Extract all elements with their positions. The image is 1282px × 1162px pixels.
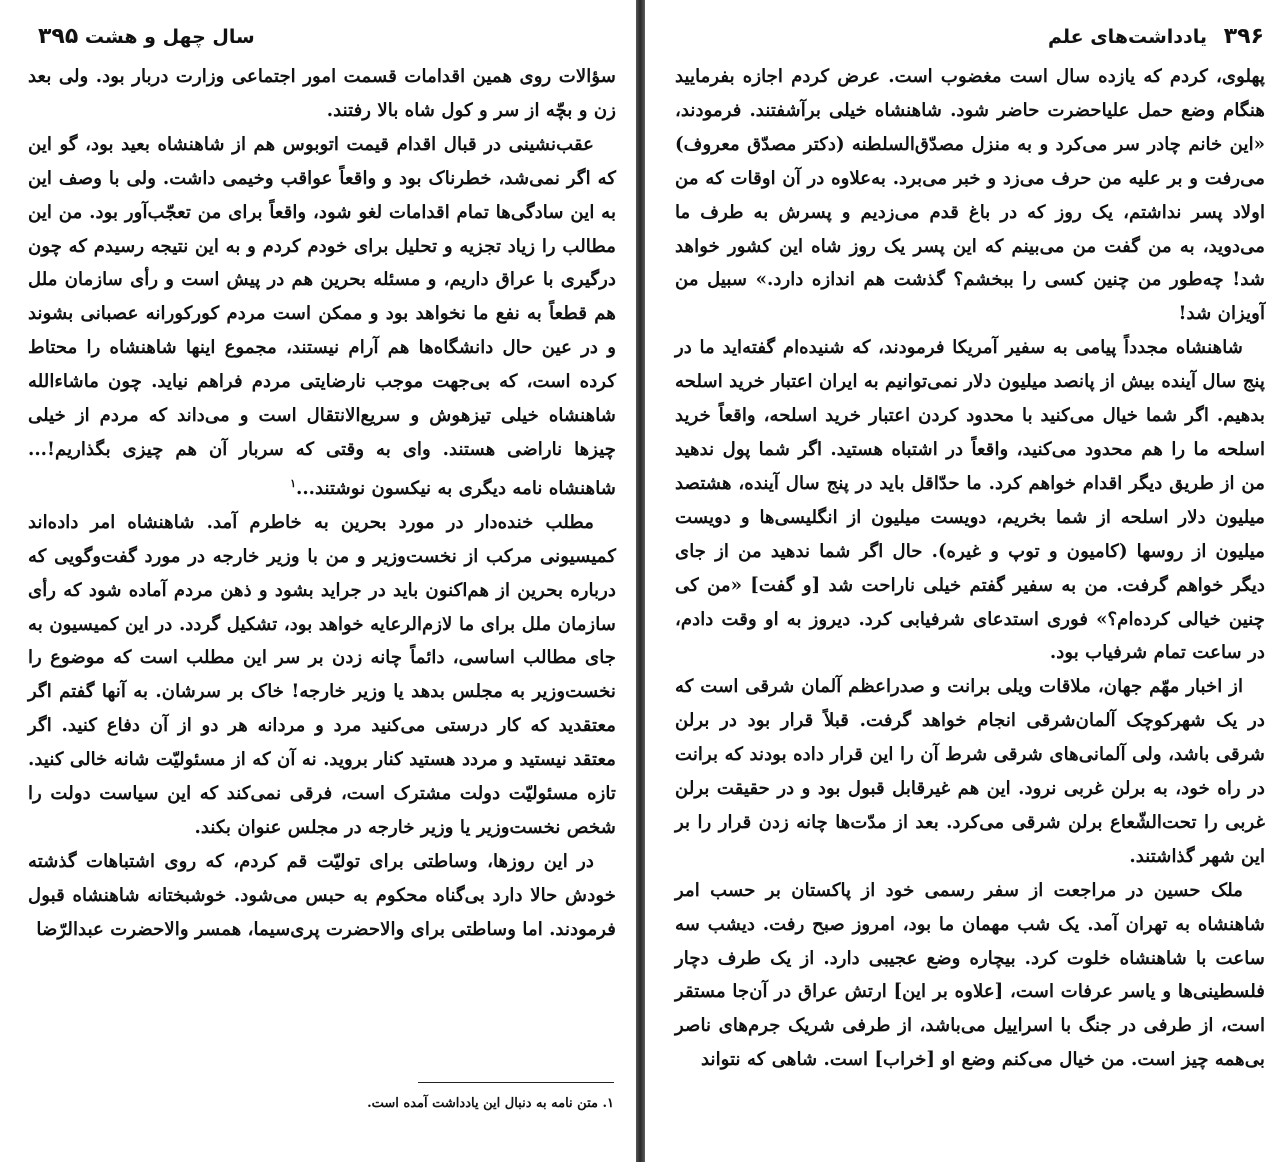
paragraph: سؤالات روی همین اقدامات قسمت امور اجتماعی وزارت دربار بود. ولی بعد زن و بچّه از سر و کول شاه بالا رفتند.	[28, 66, 616, 121]
right-page	[645, 0, 1282, 1162]
paragraph: ملک حسین در مراجعت از سفر رسمی خود از پاکستان بر حسب امر شاهنشاه به تهران آمد. یک شب مهمان ما بود، امروز صبح رفت. دیشب سه ساعت با شاهنشاه خلوت کرد. بیچاره وضع عجیبی دارد. از یک طرف دچار فلسطینی‌ها و یاسر عرفات است، [علاوه بر این] ارتش عراق در آن‌جا مستقر است، از طرفی در جنگ با اسراییل می‌باشد، از طرفی شریک جرم‌های ناصر بی‌همه چیز است. من خیال می‌کنم وضع او [خراب] است. شاهی که نتواند	[675, 879, 1265, 1071]
paragraph: پهلوی، کردم که یازده سال است مغضوب است. عرض کردم اجازه بفرمایید هنگام وضع حمل علیاحضرت حاضر شود. شاهنشاه خیلی برآشفتند. فرمودند، «این خانم چادر سر می‌کرد و به منزل مصدّق‌السلطنه (دکتر مصدّق معروف) می‌رفت و بر علیه من حرف می‌زد و خبر می‌برد. به‌علاوه در آن اوقات که من اولاد پسر نداشتم، یک روز که در باغ قدم می‌زدیم و پسرش به طرف ما می‌دوید، به من گفت من می‌بینم که این پسر یک روز شاه این کشور خواهد شد! چه‌طور من چنین کسی را ببخشم؟ گذشت هم اندازه دارد.» سبیل من آویزان شد!	[675, 66, 1265, 325]
paragraph: از اخبار مهّم جهان، ملاقات ویلی برانت و صدراعظم آلمان شرقی است که در یک شهرکوچک آلمان‌شرقی انجام خواهد گرفت. قبلاً قرار بود در برلن شرقی باشد، ولی آلمانی‌های شرقی شرط آن را این قرار داده بودند که برانت در راه خود، به برلن غربی نرود. این هم غیرقابل قبول بود و در حقیقت برلن غربی را تحت‌الشّعاع برلن شرقی می‌کرد. بعد از مدّت‌ها چانه زدن قرار را بر این شهر گذاشتند.	[675, 676, 1265, 867]
left-page-number: ۳۹۵	[38, 24, 79, 49]
left-page-header	[28, 24, 255, 49]
left-page-title: سال چهل و هشت	[84, 26, 255, 48]
paragraph: مطلب خنده‌دار در مورد بحرین به خاطرم آمد. شاهنشاه امر داده‌اند کمیسیونی مرکب از نخست‌وزیر و من با وزیر خارجه در مورد گفت‌وگویی که درباره بحرین از هم‌اکنون باید در جراید بشود و ذهن مردم آماده شود که رأی سازمان ملل برای ما لازم‌الرعایه خواهد بود، تشکیل گردد. در این کمیسیون به جای مطالب اساسی، دائماً چانه زدن بر سر این مطلب است که موضوع را نخست‌وزیر به مجلس بدهد یا وزیر خارجه! خاک بر سرشان. به آنها گفتم اگر معتقدید که کار درستی می‌کنید مرد و مردانه هر دو از آن دفاع کنید. اگر معتقد نیستید و مردد هستید کنار بروید. نه آن که از مسئولیّت شانه خالی کنید. تازه مسئولیّت دولت مشترک است، فرقی نمی‌کند که این سیاست دولت را شخص نخست‌وزیر یا وزیر خارجه در مجلس عنوان بکند.	[28, 511, 616, 838]
right-page-body	[675, 60, 1265, 1077]
paragraph: عقب‌نشینی در قبال اقدام قیمت اتوبوس هم از شاهنشاه بعید بود، گو این که اگر نمی‌شد، خطرناک بود و واقعاً عواقب وخیمی داشت. ولی با وصف این به این سادگی‌ها تمام اقدامات لغو شود، واقعاً برای من تعجّب‌آور بود. من این مطالب را زیاد تجزیه و تحلیل برای خودم کردم و به این نتیجه رسیدم که چون درگیری با عراق داریم، و مسئله بحرین هم در پیش است و رأی سازمان ملل هم قطعاً به نفع ما نخواهد بود و ممکن است مردم کورکورانه عصبانی بشوند و در عین حال دانشگاه‌ها هم آرام نیستند، مجموع اینها شاهنشاه را محتاط کرده است، که بی‌جهت موجب نارضایتی مردم فراهم نیاید. چون ماشاءالله شاهنشاه خیلی تیزهوش و سریع‌الانتقال است و می‌داند که مردم از خیلی چیزها ناراضی هستند. وای به وقتی که سربار آن هم چیزی بگذاریم!... شاهنشاه نامه دیگری به نیکسون نوشتند...	[28, 133, 616, 499]
paragraph-with-footnote	[28, 128, 616, 506]
paragraph: در این روزها، وساطتی برای تولیّت قم کردم، که روی اشتباهات گذشته خودش حالا دارد بی‌گناه محکوم به حبس می‌شود. خوشبختانه شاهنشاه قبول فرمودند. اما وساطتی برای والاحضرت پری‌سیما، همسر والاحضرت عبدالرّضا	[28, 850, 616, 940]
footnote: ۱. متن نامه به دنبال این یادداشت آمده است.	[367, 1096, 614, 1111]
right-page-header	[1048, 24, 1264, 49]
right-page-number: ۳۹۶	[1223, 24, 1264, 49]
left-page	[0, 0, 637, 1162]
footnote-marker: ۱	[290, 476, 296, 490]
footnote-divider	[418, 1082, 614, 1083]
left-page-body	[28, 60, 616, 947]
paragraph: شاهنشاه مجدداً پیامی به سفیر آمریکا فرمودند، که شنیده‌ام گفته‌اید ما در پنج سال آینده بیش از پانصد میلیون دلار نمی‌توانیم به ایران اعتبار خرید اسلحه بدهیم. اگر شما خیال می‌کنید با محدود کردن اعتبار خرید اسلحه، واقعاً خرید اسلحه ما را هم محدود می‌کنید، واقعاً در اشتباه هستید. اگر شما پول ندهید من از طریق دیگر اقدام خواهم کرد. ما حدّاقل باید در پنج سال آینده، هشتصد میلیون دلار اسلحه از شما بخریم، دویست میلیون از انگلیسی‌ها و دویست میلیون از روسها (کامیون و توپ و غیره). حال اگر شما ندهید من از جای دیگر خواهم گرفت. من به سفیر گفتم خیلی ناراحت شد [و گفت] «من کی چنین خیالی کرده‌ام؟» فوری استدعای شرفیابی کرد. دیروز به او وقت دادم، در ساعت تمام شرفیاب بود.	[675, 337, 1265, 664]
right-page-title: یادداشت‌های علم	[1048, 26, 1208, 48]
